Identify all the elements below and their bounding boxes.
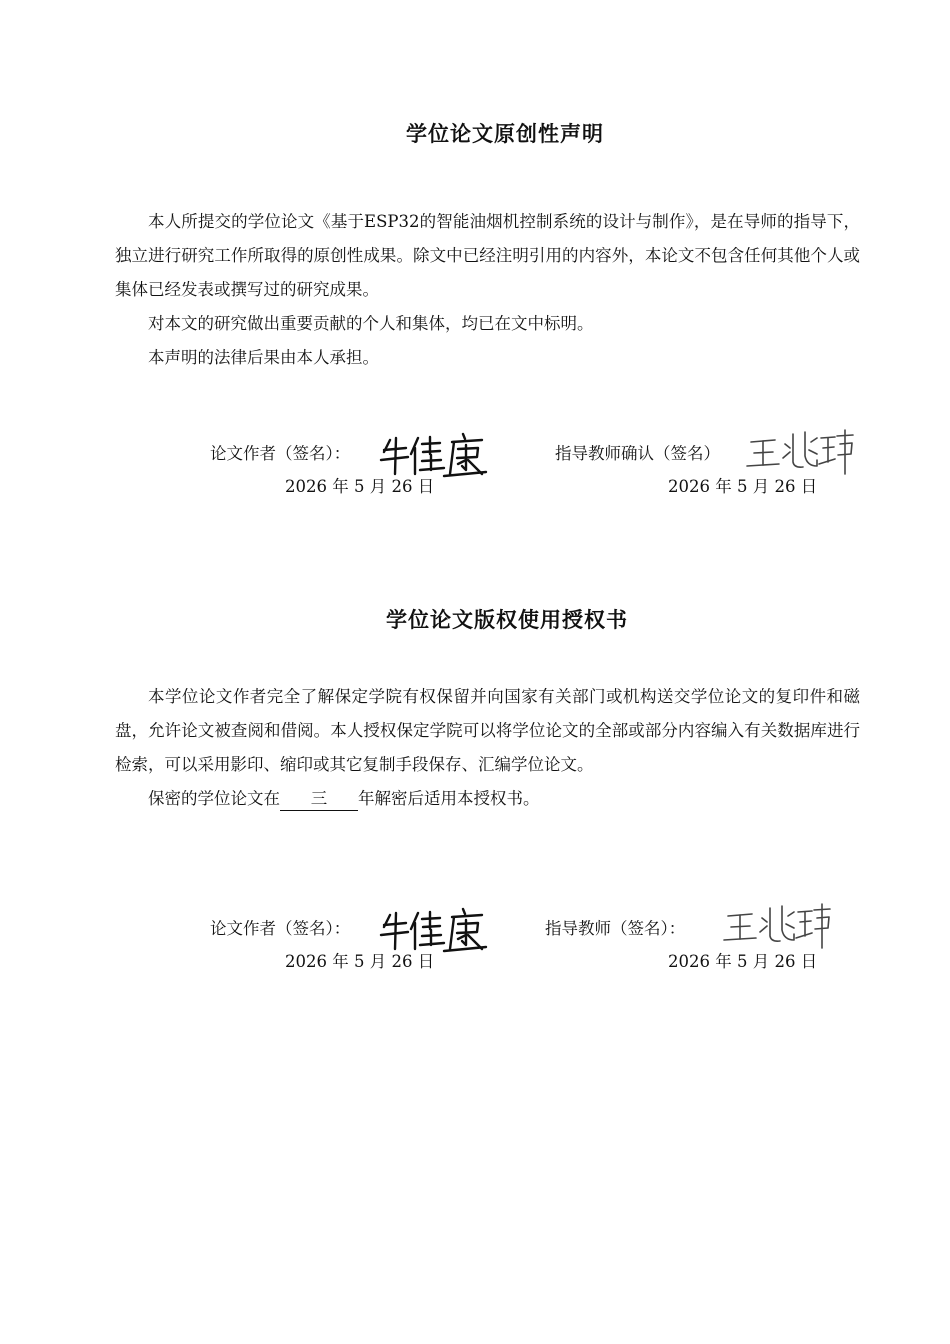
declaration-advisor-signature: [745, 428, 857, 476]
declaration-author-signature: [378, 430, 488, 478]
authorization-author-date: 2026 年 5 月 26 日: [285, 952, 435, 971]
authorization-advisor-label: 指导教师（签名）：: [545, 919, 686, 938]
declaration-body: [115, 205, 860, 375]
declaration-author-date: 2026 年 5 月 26 日: [285, 477, 435, 496]
authorization-advisor-signature: [722, 902, 834, 950]
confidential-years: 三: [280, 788, 358, 811]
authorization-advisor-date: 2026 年 5 月 26 日: [668, 952, 818, 971]
declaration-paragraph-1: 本人所提交的学位论文《基于ESP32的智能油烟机控制系统的设计与制作》，是在导师的指导下，独立进行研究工作所取得的原创性成果。除文中已经注明引用的内容外，本论文不包含任何其他个人或集体已经发表或撰写过的研究成果。: [115, 212, 860, 299]
authorization-body: [115, 680, 860, 816]
confidential-prefix: 保密的学位论文在: [148, 789, 280, 808]
declaration-advisor-date: 2026 年 5 月 26 日: [668, 477, 818, 496]
declaration-author-label: 论文作者（签名）：: [210, 444, 351, 463]
authorization-paragraph-1: 本学位论文作者完全了解保定学院有权保留并向国家有关部门或机构送交学位论文的复印件和磁盘，允许论文被查阅和借阅。本人授权保定学院可以将学位论文的全部或部分内容编入有关数据库进行检索，可以采用影印、缩印或其它复制手段保存、汇编学位论文。: [115, 687, 860, 774]
confidential-line: [115, 782, 860, 816]
authorization-title: 学位论文版权使用授权书: [386, 608, 628, 632]
confidential-suffix: 年解密后适用本授权书。: [358, 789, 540, 808]
declaration-title: 学位论文原创性声明: [406, 122, 604, 146]
authorization-author-label: 论文作者（签名）：: [210, 919, 351, 938]
authorization-author-signature: [378, 905, 488, 953]
declaration-paragraph-2: 对本文的研究做出重要贡献的个人和集体，均已在文中标明。: [148, 314, 594, 333]
declaration-paragraph-3: 本声明的法律后果由本人承担。: [148, 348, 379, 367]
declaration-advisor-label: 指导教师确认（签名）: [555, 444, 720, 463]
